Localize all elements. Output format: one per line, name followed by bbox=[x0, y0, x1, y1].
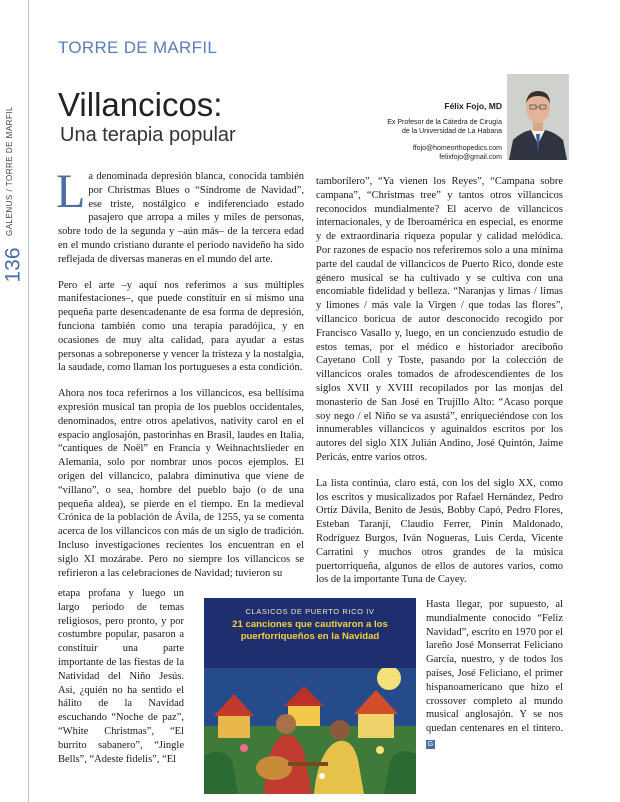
album-title bbox=[204, 619, 416, 643]
article-subtitle: Una terapia popular bbox=[60, 124, 236, 146]
author-role-line2: de la Universidad de La Habana bbox=[401, 128, 502, 135]
column-left bbox=[56, 165, 304, 592]
album-title-line2: puerforriqueños en la Navidad bbox=[240, 631, 380, 642]
margin-rule bbox=[28, 0, 29, 802]
side-running-label: GALENUS / TORRE DE MARFIL bbox=[5, 105, 14, 236]
author-portrait-icon bbox=[507, 74, 569, 160]
paragraph-3-wrap: etapa profana y luego un largo periodo de temas religiosos, pero pronto, y por costumbre popular, pasaron a constituir una parte importante de las fiestas de la Natividad del Niño Jesús. Así, ¿quién no ha sentido el hálito de la Navidad escuchando “Noche de paz”, “White Christmas”, “El burrito sabanero”, “Jingle Bells”, “Adeste fidelis”, “El bbox=[58, 588, 184, 765]
author-email-2[interactable]: felixfojo@gmail.com bbox=[439, 154, 502, 161]
article-title: Villancicos: bbox=[58, 86, 223, 123]
album-series: CLASICOS DE PUERTO RICO IV bbox=[245, 607, 375, 616]
album-cover-header bbox=[204, 598, 416, 668]
paragraph-4: tamborilero”, “Ya vienen los Reyes”, “Campana sobre campana”, “Christmas tree” y tantos otros villancicos reconocidos mundialmente? El acervo de villancicos internacionales, y de Iberoamérica en especial, es enorme y de extraordinaria riqueza popular y calidad melódica. Por razones de espacio nos referiremos solo a una mínima parte del caudal de villancicos de Puerto Rico, donde este género musical se ha cultivado y se cultiva con una encomiable fidelidad y belleza. “Naranjas y limas / limas y limones / más vale la Virgen / que todas las flores”, villancico boricua de autor desconocido recogido por Francisco Vasallo y, luego, en un concienzudo estudio de estos temas, por el médico e historiador areciboño Cayetano Coll y Toste, pasando por la colección de villancicos orales tomados de afrodescendientes de los siglos XVII y XVIII recopilados por las monjas del monasterio de San José en Trujillo Alto: “Acaso porque soy nego / el Niño se va asustá”, enriqueciéndose con los innumerables villancicos y aguinaldos escritos por los autores del siglo XIX Julián Andino, José Quintón, Jaime Pericás, entre varios otros. bbox=[316, 176, 563, 463]
page-number-text: 136 bbox=[2, 247, 26, 283]
author-byline bbox=[387, 101, 502, 162]
paragraph-2: Pero el arte –y aquí nos referimos a sus múltiples manifestaciones–, que puede constituir en sí mismo una pequeña parte desencadenante de esa forma de depresión, funciona también como una terapia paradójica, y en ocasiones de muy alta calidad, para ayudar a estas personas a sobreponerse y vencer la tristeza y la nostalgia, la saudade, como llaman los portugueses a esta condición. bbox=[58, 279, 304, 374]
paragraph-1: La denominada depresión blanca, conocida también por Christmas Blues o “Síndrome de Navidad”, ese triste, nostálgico e indiferenciado estado pasajero que arropa a miles y miles de personas, sobre todo de la segunda y –aún más– de la tercera edad en el mundo cristiano durante el periodo navideño ha sido reflejada de diversas maneras en el mundo del arte. bbox=[56, 165, 304, 265]
album-cover bbox=[204, 598, 416, 794]
author-name: Félix Fojo, MD bbox=[444, 101, 502, 111]
section-title: TORRE DE MARFIL bbox=[58, 38, 218, 57]
author-email-1[interactable]: ffojo@homeorthopedics.com bbox=[412, 145, 502, 152]
author-role-line1: Ex Profesor de la Cátedra de Cirugía bbox=[387, 119, 502, 126]
paragraph-3: Ahora nos toca referirnos a los villancicos, esa bellísima expresión musical tan propia de los pueblos occidentales, denominados, entre otros apelativos, nativity carol en el espacio anglosajón, pastorinhas en Brasil, laudes en Italia, “cantiques de Noël” en Francia y Weihnachtslieder en Alemania, solo por nombrar unos pocos ejemplos. El origen del villancico, palabra diminutiva que viene de “villano”, o sea, hombre del pueblo bajo (o de una pequeña aldea), se pierde en el tiempo. En la medieval Crónica de la población de Ávila, de 1255, ya se comenta acerca de los villancicos con más de un siglo de tradición. Incluso investigaciones recientes los encuentran en el siglo XI mozárabe. Pero no siempre los villancicos se refirieron a las celebraciones de Navidad; tuvieron su bbox=[58, 388, 304, 579]
album-title-line1: 21 canciones que cautivaron a los bbox=[232, 619, 388, 630]
album-illustration-icon bbox=[204, 656, 416, 794]
end-of-article-icon: G bbox=[427, 740, 434, 748]
drop-cap: L bbox=[56, 165, 86, 218]
paragraph-5: La lista continúa, claro está, con los del siglo XX, como los escritos y musicalizados por Rafael Hernández, Pedro Ortiz Dávila, Benito de Jesús, Bobby Capó, Pedro Flores, Esteban Taranjí, Claudio Ferrer, Pinín Maldonado, Rodríguez Burgos, Iván Nogueras, Luis Cerda, Vicente Carratini y muchos otros grandes de la música puertorriqueña, algunos de ellos de autores varios, como los de la importante Tuna de Cayey. bbox=[316, 477, 563, 586]
author-photo bbox=[507, 74, 569, 160]
page-number bbox=[3, 243, 25, 287]
paragraph-6: Hasta llegar, por supuesto, al mundialmente conocido “Feliz Navidad”, escrito en 1970 por el lareño José Monserrat Feliciano García, nuestro, y de todos los países, José Feliciano, el primer hispanoamericano que hizo el crossover completo al mundo musical anglosajón. Y se nos quedan centenares en el tintero. G bbox=[426, 599, 563, 748]
column-right bbox=[316, 175, 563, 599]
